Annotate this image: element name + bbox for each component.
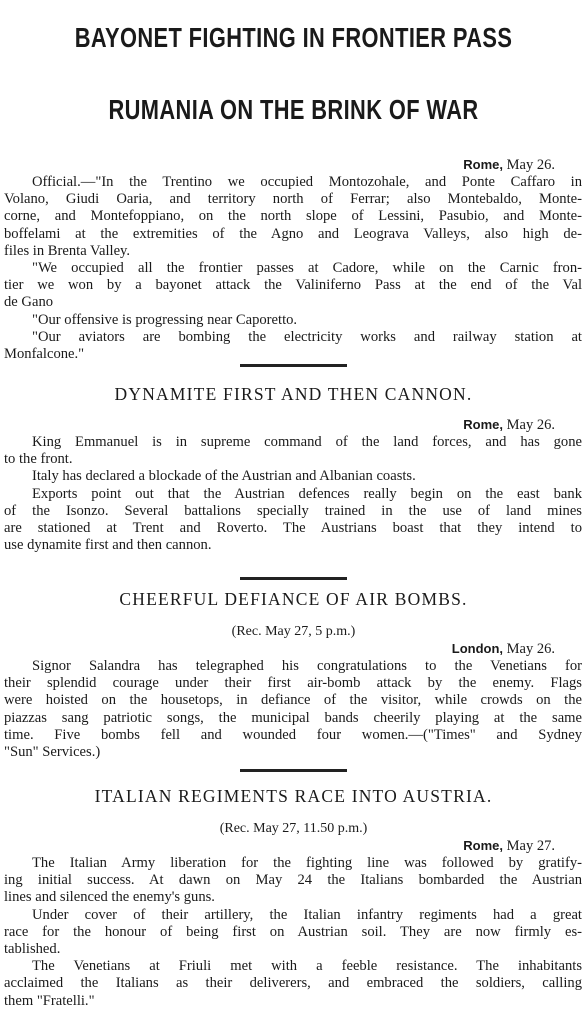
text-line: "Our aviators are bombing the electricity works and railway station at bbox=[32, 328, 582, 345]
dateline-date: May 26. bbox=[506, 417, 555, 433]
text-line: Exports point out that the Austrian defences really begin on the east bank bbox=[32, 485, 582, 502]
subheading-regiments: ITALIAN REGIMENTS RACE INTO AUSTRIA. bbox=[94, 786, 493, 806]
headline-bayonet: BAYONET FIGHTING IN FRONTIER PASS bbox=[74, 22, 513, 53]
text-line: tier we won by a bayonet attack the Valiniferno Pass at the end of the Val bbox=[4, 277, 582, 294]
article-2-body bbox=[4, 434, 582, 554]
text-line: de Gano bbox=[4, 294, 54, 311]
section-divider bbox=[240, 577, 347, 580]
text-line: piazzas sang patriotic songs, the municipal bands cheerily playing at the same bbox=[4, 709, 582, 726]
text-line: of the Isonzo. Several battalions specially trained in the use of land mines bbox=[4, 502, 582, 519]
headline-rumania: RUMANIA ON THE BRINK OF WAR bbox=[108, 94, 479, 125]
dateline-2 bbox=[463, 417, 555, 434]
text-line: boffelami at the extremities of the Agno and Leograva Valleys, also high de- bbox=[4, 225, 582, 242]
text-line: King Emmanuel is in supreme command of the land forces, and has gone bbox=[32, 434, 582, 450]
text-line: lines and silenced the enemy's guns. bbox=[4, 889, 215, 906]
article-1-body bbox=[4, 174, 582, 363]
text-line: time. Five bombs fell and wounded four women.—("Times" and Sydney bbox=[4, 726, 582, 743]
article-3-body bbox=[4, 658, 582, 761]
dateline-date: May 26. bbox=[506, 157, 555, 173]
section-divider bbox=[240, 769, 347, 772]
text-line: Italy has declared a blockade of the Austrian and Albanian coasts. bbox=[32, 468, 416, 485]
text-line: "We occupied all the frontier passes at Cadore, while on the Carnic fron- bbox=[32, 260, 582, 277]
dateline-place: Rome, bbox=[463, 157, 504, 172]
received-time-4: (Rec. May 27, 11.50 p.m.) bbox=[219, 821, 368, 836]
dateline-place: Rome, bbox=[463, 838, 504, 853]
text-line: "Our offensive is progressing near Caporetto. bbox=[32, 311, 298, 328]
dateline-4 bbox=[463, 838, 555, 855]
text-line: ing initial success. At dawn on May 24 the Italians bombarded the Austrian bbox=[4, 872, 582, 889]
text-line: acclaimed the Italians as their deliverers, and embraced the soldiers, calling bbox=[4, 975, 582, 992]
text-line: use dynamite first and then cannon. bbox=[4, 537, 212, 554]
text-line: are stationed at Trent and Roverto. The Austrians boast that they intend to bbox=[4, 520, 582, 537]
text-line: tablished. bbox=[4, 941, 61, 958]
dateline-date: May 26. bbox=[506, 641, 555, 657]
dateline-place: London, bbox=[451, 641, 504, 656]
dateline-place: Rome, bbox=[463, 417, 504, 432]
text-line: Signor Salandra has telegraphed his congratulations to the Venetians for bbox=[32, 658, 582, 674]
text-line: Monfalcone." bbox=[4, 346, 85, 363]
subheading-air-bombs: CHEERFUL DEFIANCE OF AIR BOMBS. bbox=[119, 589, 468, 609]
text-line: files in Brenta Valley. bbox=[4, 242, 131, 259]
text-line: The Italian Army liberation for the fighting line was followed by gratify- bbox=[32, 855, 582, 871]
dateline-date: May 27. bbox=[506, 838, 555, 854]
text-line: to the front. bbox=[4, 451, 73, 468]
dateline-1 bbox=[463, 157, 555, 174]
text-line: corne, and Montefoppiano, on the north slope of Lessini, Pasubio, and Monte- bbox=[4, 208, 582, 225]
text-line: The Venetians at Friuli met with a feeble resistance. The inhabitants bbox=[32, 958, 582, 975]
text-line: Volano, Giudi Oaria, and territory north of Ferrar; also Montebaldo, Monte- bbox=[4, 191, 582, 208]
dateline-3 bbox=[452, 641, 555, 658]
text-line: "Sun" Services.) bbox=[4, 744, 101, 761]
received-time-3: (Rec. May 27, 5 p.m.) bbox=[231, 624, 356, 639]
text-line: Official.—"In the Trentino we occupied Montozohale, and Ponte Caffaro in bbox=[32, 174, 582, 190]
text-line: them "Fratelli." bbox=[4, 992, 95, 1009]
subheading-dynamite: DYNAMITE FIRST AND THEN CANNON. bbox=[114, 384, 473, 404]
text-line: were hoisted on the housetops, in defiance of the visitor, while crowds on the bbox=[4, 692, 582, 709]
text-line: their splendid courage under their first air-bomb attack by the enemy. Flags bbox=[4, 675, 582, 692]
text-line: Under cover of their artillery, the Italian infantry regiments had a great bbox=[32, 906, 582, 923]
text-line: race for the honour of being first on Austrian soil. They are now firmly es- bbox=[4, 923, 582, 940]
section-divider bbox=[240, 364, 347, 367]
article-4-body bbox=[4, 855, 582, 1010]
